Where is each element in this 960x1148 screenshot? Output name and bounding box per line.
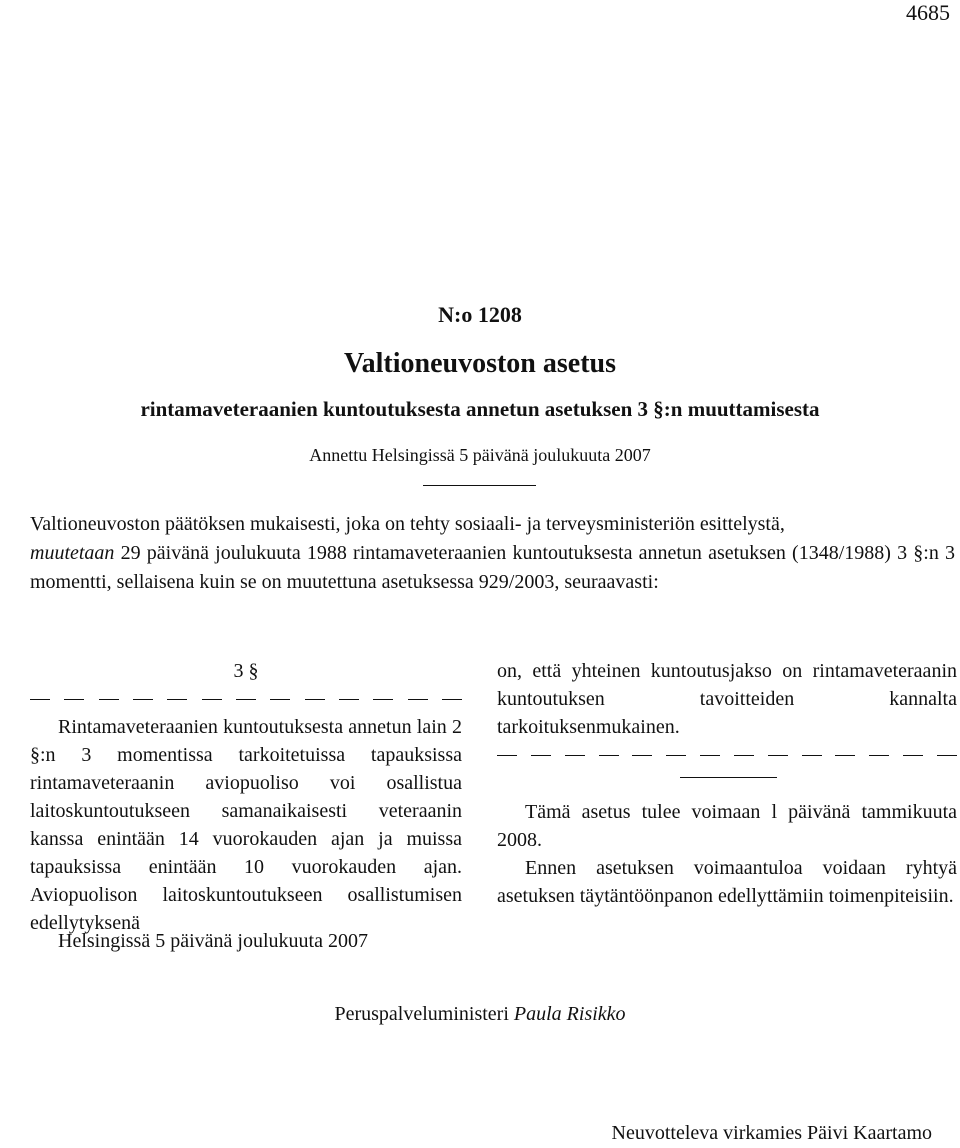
issued-date: Annettu Helsingissä 5 päivänä joulukuuta 2007 bbox=[309, 445, 651, 465]
amend-word: muutetaan bbox=[30, 542, 115, 564]
statute-number: N:o 1208 bbox=[438, 302, 522, 327]
document-title: Valtioneuvoston asetus bbox=[343, 348, 616, 379]
omission-dashes bbox=[497, 741, 957, 769]
minister-title: Peruspalveluministeri bbox=[334, 1003, 509, 1025]
omission-dashes bbox=[30, 685, 462, 713]
title-divider bbox=[423, 485, 536, 486]
preamble-line-1: Valtioneuvoston päätöksen mukaisesti, joka on tehty sosiaali- ja terveysministeriön esittelystä, bbox=[30, 513, 785, 535]
entry-into-force-para-1: Tämä asetus tulee voimaan l päivänä tammikuuta 2008. bbox=[497, 801, 957, 851]
preamble bbox=[30, 510, 955, 597]
minister-name: Paula Risikko bbox=[513, 1003, 626, 1025]
left-column bbox=[30, 657, 462, 937]
official-signature: Neuvotteleva virkamies Päivi Kaartamo bbox=[611, 1122, 932, 1144]
section-mark: 3 § bbox=[233, 660, 259, 682]
signing-place-date: Helsingissä 5 päivänä joulukuuta 2007 bbox=[58, 930, 368, 952]
minister-signature bbox=[0, 1003, 960, 1026]
section-text: Rintamaveteraanien kuntoutuksesta annetun lain 2 §:n 3 momentissa tarkoitetuissa tapauksissa rintamaveteraanin aviopuoliso voi osallistua laitoskuntoutukseen samanaikaisesti veteraanin kanssa enintään 14 vuorokauden ajan ja muissa tapauksissa enintään 10 vuorokauden ajan. Aviopuolison laitoskuntoutukseen osallistumisen edellytyksenä bbox=[30, 716, 462, 934]
section-divider bbox=[680, 777, 777, 798]
right-column bbox=[497, 657, 957, 910]
document-subtitle: rintamaveteraanien kuntoutuksesta annetun asetuksen 3 §:n muuttamisesta bbox=[140, 397, 820, 421]
section-text-continued: on, että yhteinen kuntoutusjakso on rintamaveteraanin kuntoutuksen tavoitteiden kannalta tarkoituksenmukainen. bbox=[497, 660, 957, 738]
entry-into-force-para-2: Ennen asetuksen voimaantuloa voidaan ryhtyä asetuksen täytäntöönpanon edellyttämiin toimenpiteisiin. bbox=[497, 857, 957, 907]
page-number: 4685 bbox=[906, 0, 950, 25]
preamble-line-2: 29 päivänä joulukuuta 1988 rintamaveteraanien kuntoutuksesta annetun asetuksen (1348/1988) 3 §:n 3 momentti, sellaisena kuin se on muutettuna asetuksessa 929/2003, seuraavasti: bbox=[30, 542, 955, 593]
